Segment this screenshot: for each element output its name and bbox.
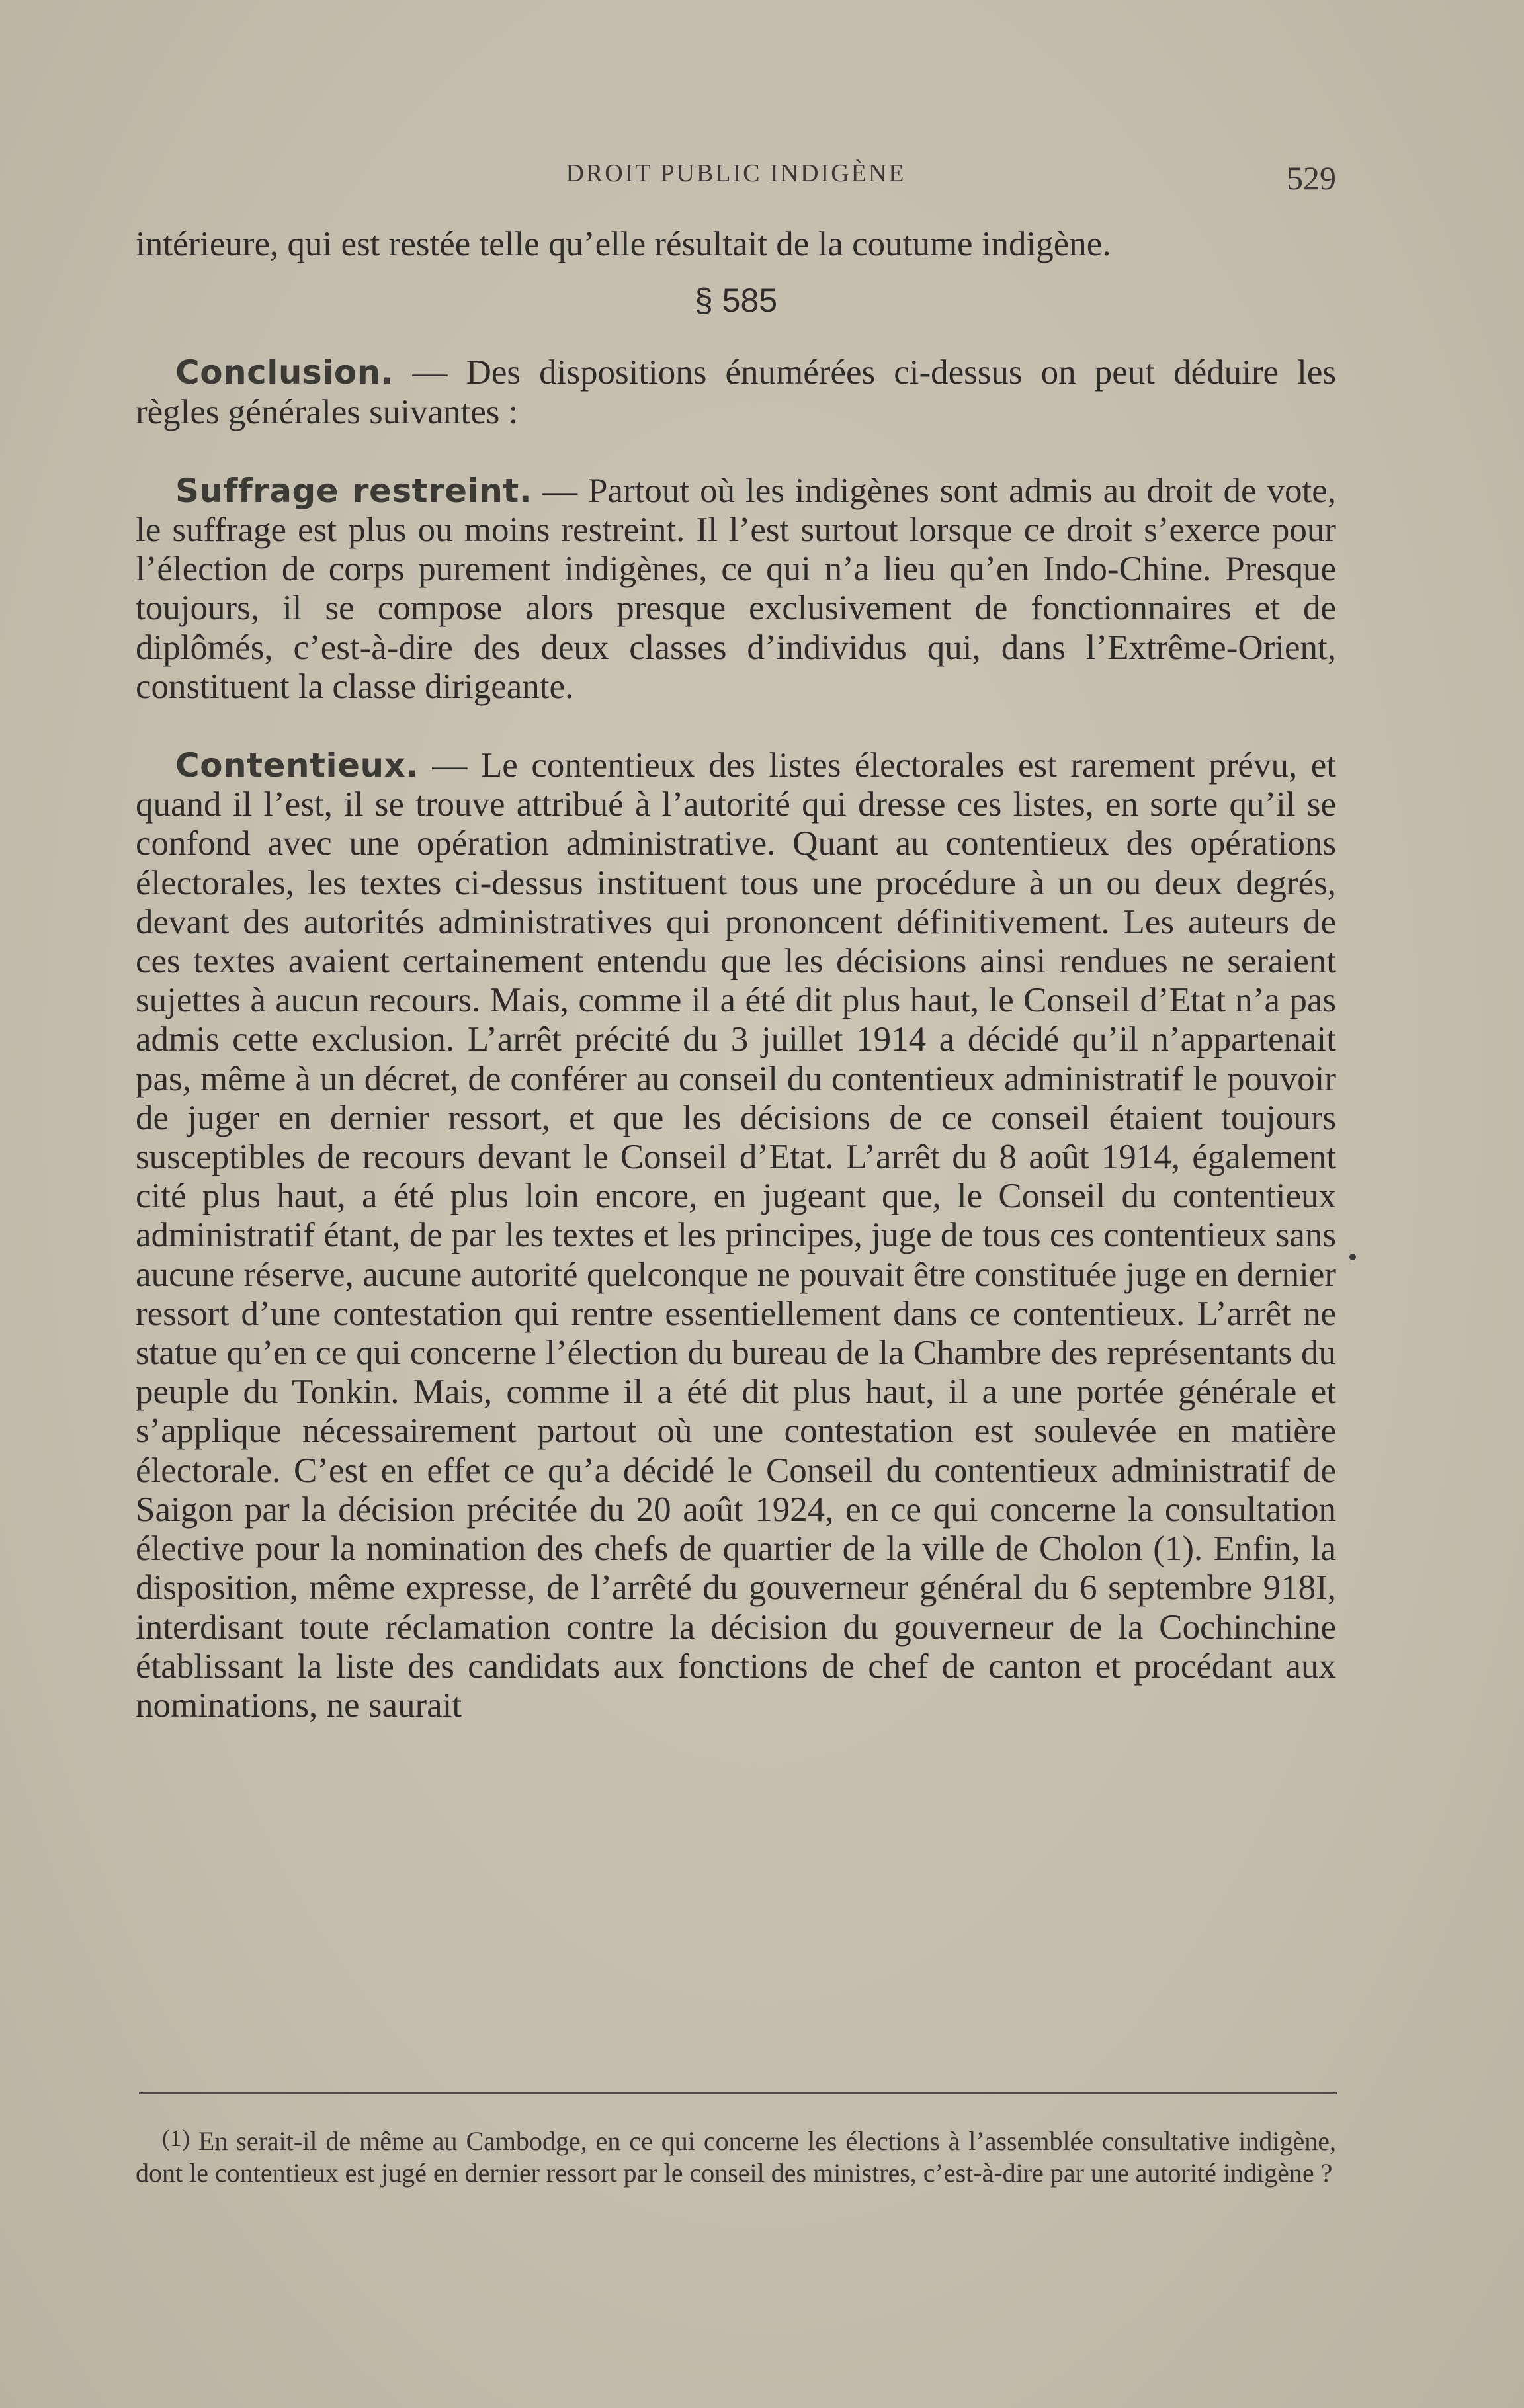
paragraph-text: — Des dispositions énumérées ci-dessus on peut déduire les règles générales suivantes : [136,353,1336,431]
footnote-rule [139,2092,1337,2094]
page-number: 529 [1287,159,1336,196]
footnote-text: En serait-il de même au Cambodge, en ce qui concerne les élections à l’assemblée consultative indigène, dont le contentieux est jugé en dernier ressort par le conseil des ministres, c’est-à-dire par une autorité indigène ? [136,2126,1336,2188]
paragraph-contentieux [136,746,1336,1725]
paragraph-lead: Contentieux. [175,746,419,785]
running-header [136,159,1336,198]
body-text [136,225,1336,1725]
margin-mark [1349,1254,1356,1260]
paragraph-lead: Conclusion. [175,353,394,392]
paragraph-suffrage [136,472,1336,707]
footnote-marker: (1) [162,2125,190,2151]
section-heading: § 585 [694,282,778,320]
continuation-text: intérieure, qui est restée telle qu’elle résultait de la coutume indigène. [136,225,1111,263]
footnote [136,2122,1336,2189]
paragraph-conclusion [136,353,1336,431]
paragraph-lead: Suffrage restreint. [175,471,532,510]
paragraph-text: — Partout où les indigènes sont admis au droit de vote, le suffrage est plus ou moins restreint. Il l’est surtout lorsque ce droit s’exerce pour l’élection de corps purement indigènes, ce qui n’a lieu qu’en Indo-Chine. Presque toujours, il se compose alors presque exclusivement de fonctionnaires et de diplômés, c’est-à-dire des deux classes d’individus qui, dans l’Extrême-Orient, constituent la classe dirigeante. [136,471,1336,706]
paragraph-text: — Le contentieux des listes électorales est rarement prévu, et quand il l’est, il se trouve attribué à l’autorité qui dresse ces listes, en sorte qu’il se confond avec une opération administrative. Quant au contentieux des opérations électorales, les textes ci-dessus instituent tous une procédure à un ou deux degrés, devant des autorités administratives qui prononcent définitivement. Les auteurs de ces textes avaient certainement entendu que les décisions ainsi rendues ne seraient sujettes à aucun recours. Mais, comme il a été dit plus haut, le Conseil d’Etat n’a pas admis cette exclusion. L’arrêt précité du 3 juillet 1914 a décidé qu’il n’appartenait pas, même à un décret, de conférer au conseil du contentieux administratif le pouvoir de juger en dernier ressort, et que les décisions de ce conseil étaient toujours susceptibles de recours devant le Conseil d’Etat. L’arrêt du 8 août 1914, également cité plus haut, a été plus loin encore, en jugeant que, le Conseil du contentieux administratif étant, de par les textes et les principes, juge de tous ces contentieux sans aucune réserve, aucune autorité quelconque ne pouvait être constituée juge en dernier ressort d’une contestation qui rentre essentiellement dans ce contentieux. L’arrêt ne statue qu’en ce qui concerne l’élection du bureau de la Chambre des représentants du peuple du Tonkin. Mais, comme il a été dit plus haut, il a une portée générale et s’applique nécessairement partout où une contestation est soulevée en matière électorale. C’est en effet ce qu’a décidé le Conseil du contentieux administratif de Saigon par la décision précitée du 20 août 1924, en ce qui concerne la consultation élective pour la nomination des chefs de quartier de la ville de Cholon (1). Enfin, la disposition, même expresse, de l’arrêté du gouverneur général du 6 septembre 918I, interdisant toute réclamation contre la décision du gouverneur de la Cochinchine établissant la liste des candidats aux fonctions de chef de canton et procédant aux nominations, ne saurait [136,746,1336,1725]
running-title: DROIT PUBLIC INDIGÈNE [566,159,906,187]
